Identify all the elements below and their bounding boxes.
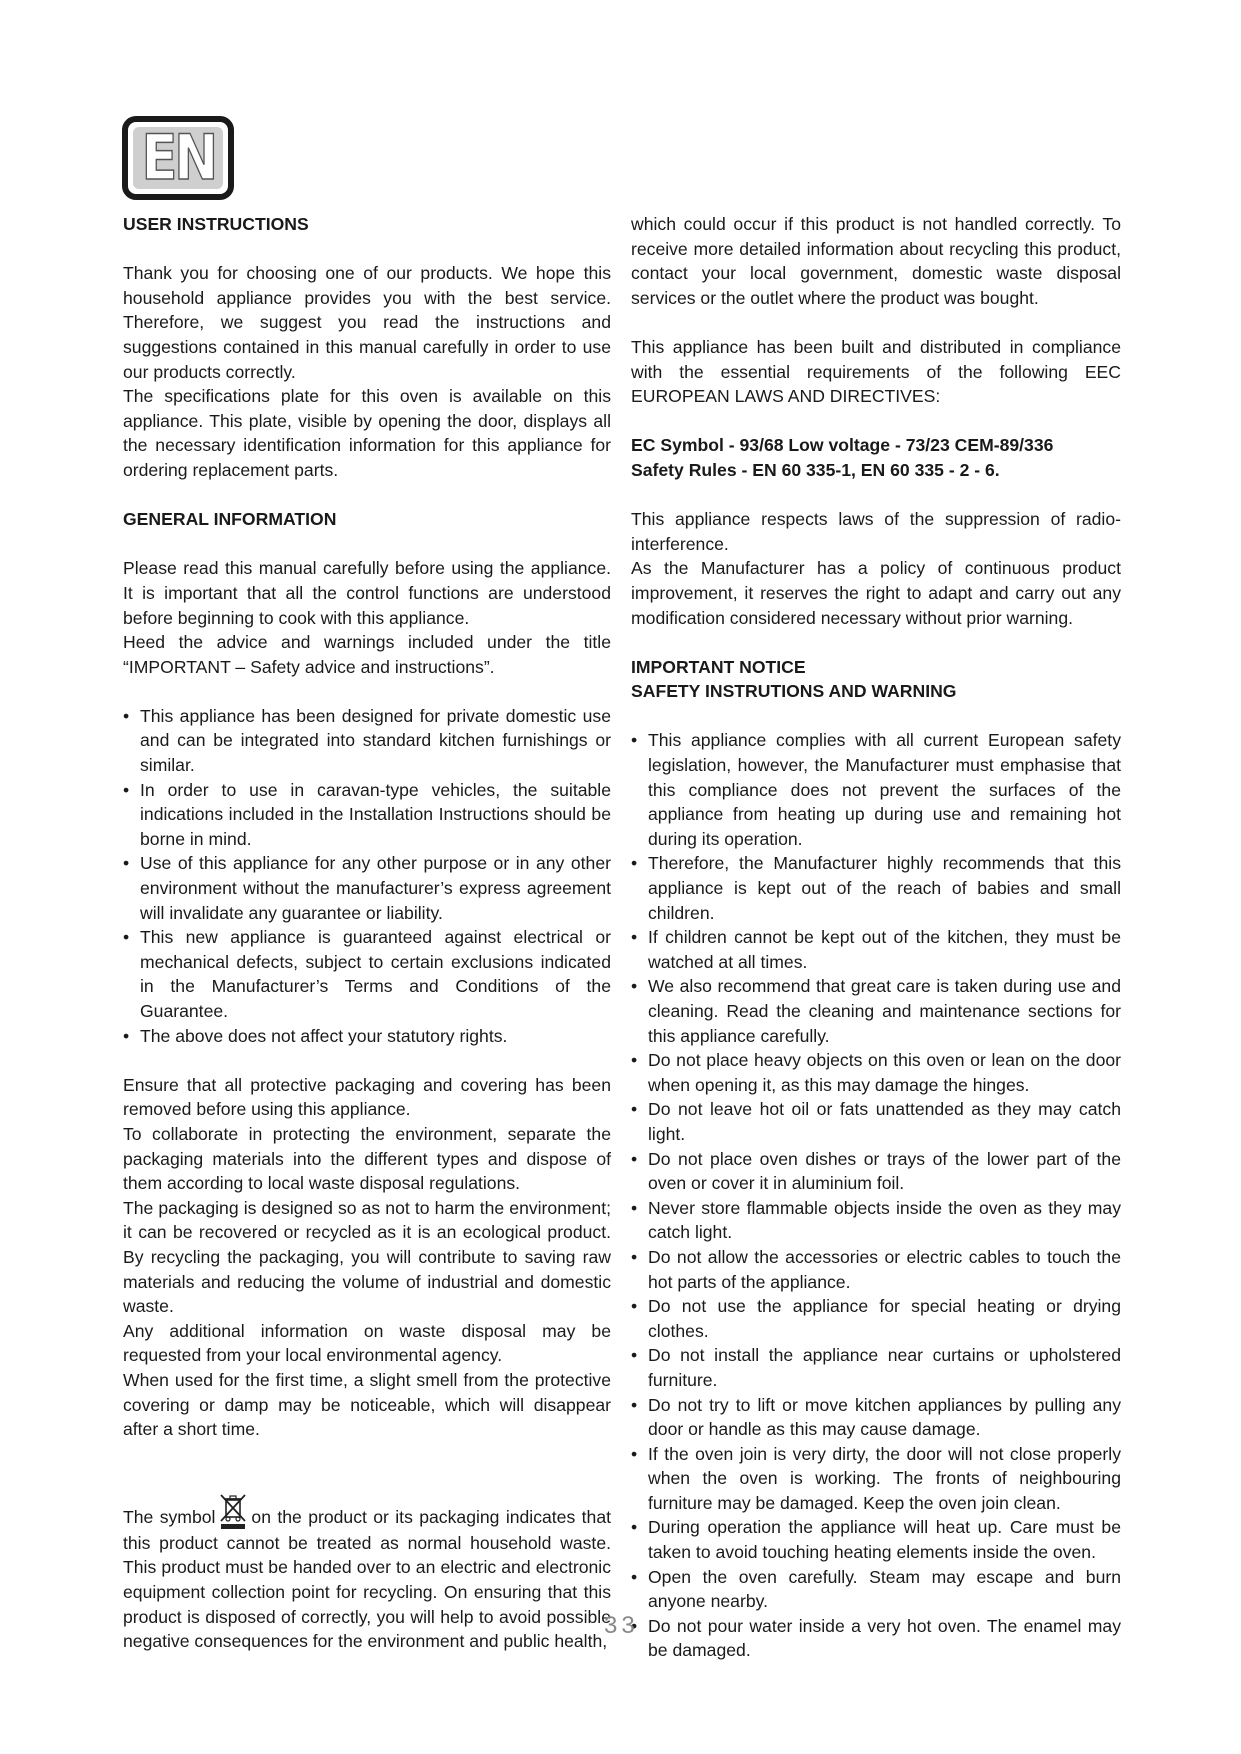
language-badge-en: [122, 116, 234, 200]
list-item: • Therefore, the Manufacturer highly recommends that this appliance is kept out of the reach of babies and small children.: [631, 851, 1121, 925]
list-item: • Never store flammable objects inside the oven as they may catch light.: [631, 1196, 1121, 1245]
weee-text-before: The symbol: [123, 1506, 216, 1527]
list-item: • Open the oven carefully. Steam may escape and burn anyone nearby.: [631, 1565, 1121, 1614]
general-information-heading: GENERAL INFORMATION: [123, 509, 337, 530]
crossed-bin-icon: [217, 1491, 249, 1531]
list-item: • The above does not affect your statutory rights.: [123, 1024, 611, 1049]
packaging-paragraph-1: Ensure that all protective packaging and covering has been removed before using this appliance.: [123, 1074, 611, 1120]
list-item: • We also recommend that great care is taken during use and cleaning. Read the cleaning and maintenance sections for this appliance carefully.: [631, 974, 1121, 1048]
safety-bullet-list: [631, 728, 1121, 1663]
user-instructions-heading: USER INSTRUCTIONS: [123, 214, 309, 234]
list-item: • Do not install the appliance near curtains or upholstered furniture.: [631, 1343, 1121, 1392]
list-item: • This new appliance is guaranteed against electrical or mechanical defects, subject to certain exclusions indicated in the Manufacturer’s Terms and Conditions of the Guarantee.: [123, 925, 611, 1023]
left-column: [123, 212, 611, 1654]
radio-interference-paragraph: This appliance respects laws of the suppression of radio-interference.: [631, 509, 1121, 554]
manufacturer-policy-paragraph: As the Manufacturer has a policy of continuous product improvement, it reserves the right to adapt and carry out any modification considered necessary without prior warning.: [631, 558, 1121, 628]
packaging-paragraph-3: The packaging is designed so as not to harm the environment; it can be recovered or recycled as it is an ecological product. By recycling the packaging, you will contribute to saving raw materials and reducing the volume of industrial and domestic waste.: [123, 1197, 611, 1317]
weee-text-after: on the product or its packaging indicates that this product cannot be treated as normal household waste. This product must be handed over to an electric and electronic equipment collection point for recycling. On ensuring that this product is disposed of correctly, you will help to avoid possible negative consequences for the environment and public health,: [123, 1506, 611, 1652]
important-notice-heading: IMPORTANT NOTICE: [631, 656, 806, 677]
general-bullet-list: [123, 704, 611, 1048]
list-item: • Do not allow the accessories or electric cables to touch the hot parts of the appliance.: [631, 1245, 1121, 1294]
recycling-continued-paragraph: which could occur if this product is not handled correctly. To receive more detailed information about recycling this product, contact your local government, domestic waste disposal services or the outlet where the product was bought.: [631, 214, 1121, 308]
packaging-paragraph-4: Any additional information on waste disposal may be requested from your local environmental agency.: [123, 1320, 611, 1366]
list-item: • If children cannot be kept out of the kitchen, they must be watched at all times.: [631, 925, 1121, 974]
list-item: • Do not pour water inside a very hot oven. The enamel may be damaged.: [631, 1614, 1121, 1663]
page-number: 33: [604, 1612, 639, 1639]
language-badge-inner: [133, 121, 223, 194]
list-item: • In order to use in caravan-type vehicles, the suitable indications included in the Installation Instructions should be borne in mind.: [123, 778, 611, 852]
list-item: • Use of this appliance for any other purpose or in any other environment without the manufacturer’s express agreement will invalidate any guarantee or liability.: [123, 851, 611, 925]
ec-symbol-line: EC Symbol - 93/68 Low voltage - 73/23 CEM-89/336: [631, 435, 1054, 456]
list-item: • This appliance has been designed for private domestic use and can be integrated into standard kitchen furnishings or similar.: [123, 704, 611, 778]
list-item: • If the oven join is very dirty, the door will not close properly when the oven is working. The fronts of neighbouring furniture may be damaged. Keep the oven join clean.: [631, 1442, 1121, 1516]
general-paragraph-2: Heed the advice and warnings included under the title “IMPORTANT – Safety advice and instructions”.: [123, 632, 611, 677]
packaging-paragraph-5: When used for the first time, a slight smell from the protective covering or damp may be noticeable, which will disappear after a short time.: [123, 1369, 611, 1440]
weee-paragraph: [123, 1491, 611, 1654]
language-badge-text: EN: [141, 121, 215, 194]
list-item: • During operation the appliance will heat up. Care must be taken to avoid touching heating elements inside the oven.: [631, 1515, 1121, 1564]
compliance-paragraph: This appliance has been built and distributed in compliance with the essential requirements of the following EEC EUROPEAN LAWS AND DIRECTIVES:: [631, 336, 1121, 407]
list-item: • Do not place oven dishes or trays of the lower part of the oven or cover it in aluminium foil.: [631, 1147, 1121, 1196]
list-item: • Do not try to lift or move kitchen appliances by pulling any door or handle as this may cause damage.: [631, 1393, 1121, 1442]
list-item: • Do not place heavy objects on this oven or lean on the door when opening it, as this may damage the hinges.: [631, 1048, 1121, 1097]
packaging-paragraph-2: To collaborate in protecting the environment, separate the packaging materials into the different types and dispose of them according to local waste disposal regulations.: [123, 1123, 611, 1194]
safety-rules-line: Safety Rules - EN 60 335-1, EN 60 335 - 2 - 6.: [631, 459, 1000, 480]
list-item: • Do not use the appliance for special heating or drying clothes.: [631, 1294, 1121, 1343]
general-paragraph-1: Please read this manual carefully before using the appliance. It is important that all the control functions are understood before beginning to cook with this appliance.: [123, 558, 611, 628]
safety-instructions-heading: SAFETY INSTRUTIONS AND WARNING: [631, 681, 957, 702]
list-item: • This appliance complies with all current European safety legislation, however, the Manufacturer must emphasise that this compliance does not prevent the surfaces of the appliance from heating up during use and remaining hot during its operation.: [631, 728, 1121, 851]
list-item: • Do not leave hot oil or fats unattended as they may catch light.: [631, 1097, 1121, 1146]
right-column: [631, 212, 1121, 1663]
user-paragraph-1: Thank you for choosing one of our products. We hope this household appliance provides you with the best service. Therefore, we suggest you read the instructions and suggestions contained in this manual carefully in order to use our products correctly.: [123, 263, 611, 382]
user-paragraph-2: The specifications plate for this oven is available on this appliance. This plate, visible by opening the door, displays all the necessary identification information for this appliance for ordering replacement parts.: [123, 386, 611, 480]
